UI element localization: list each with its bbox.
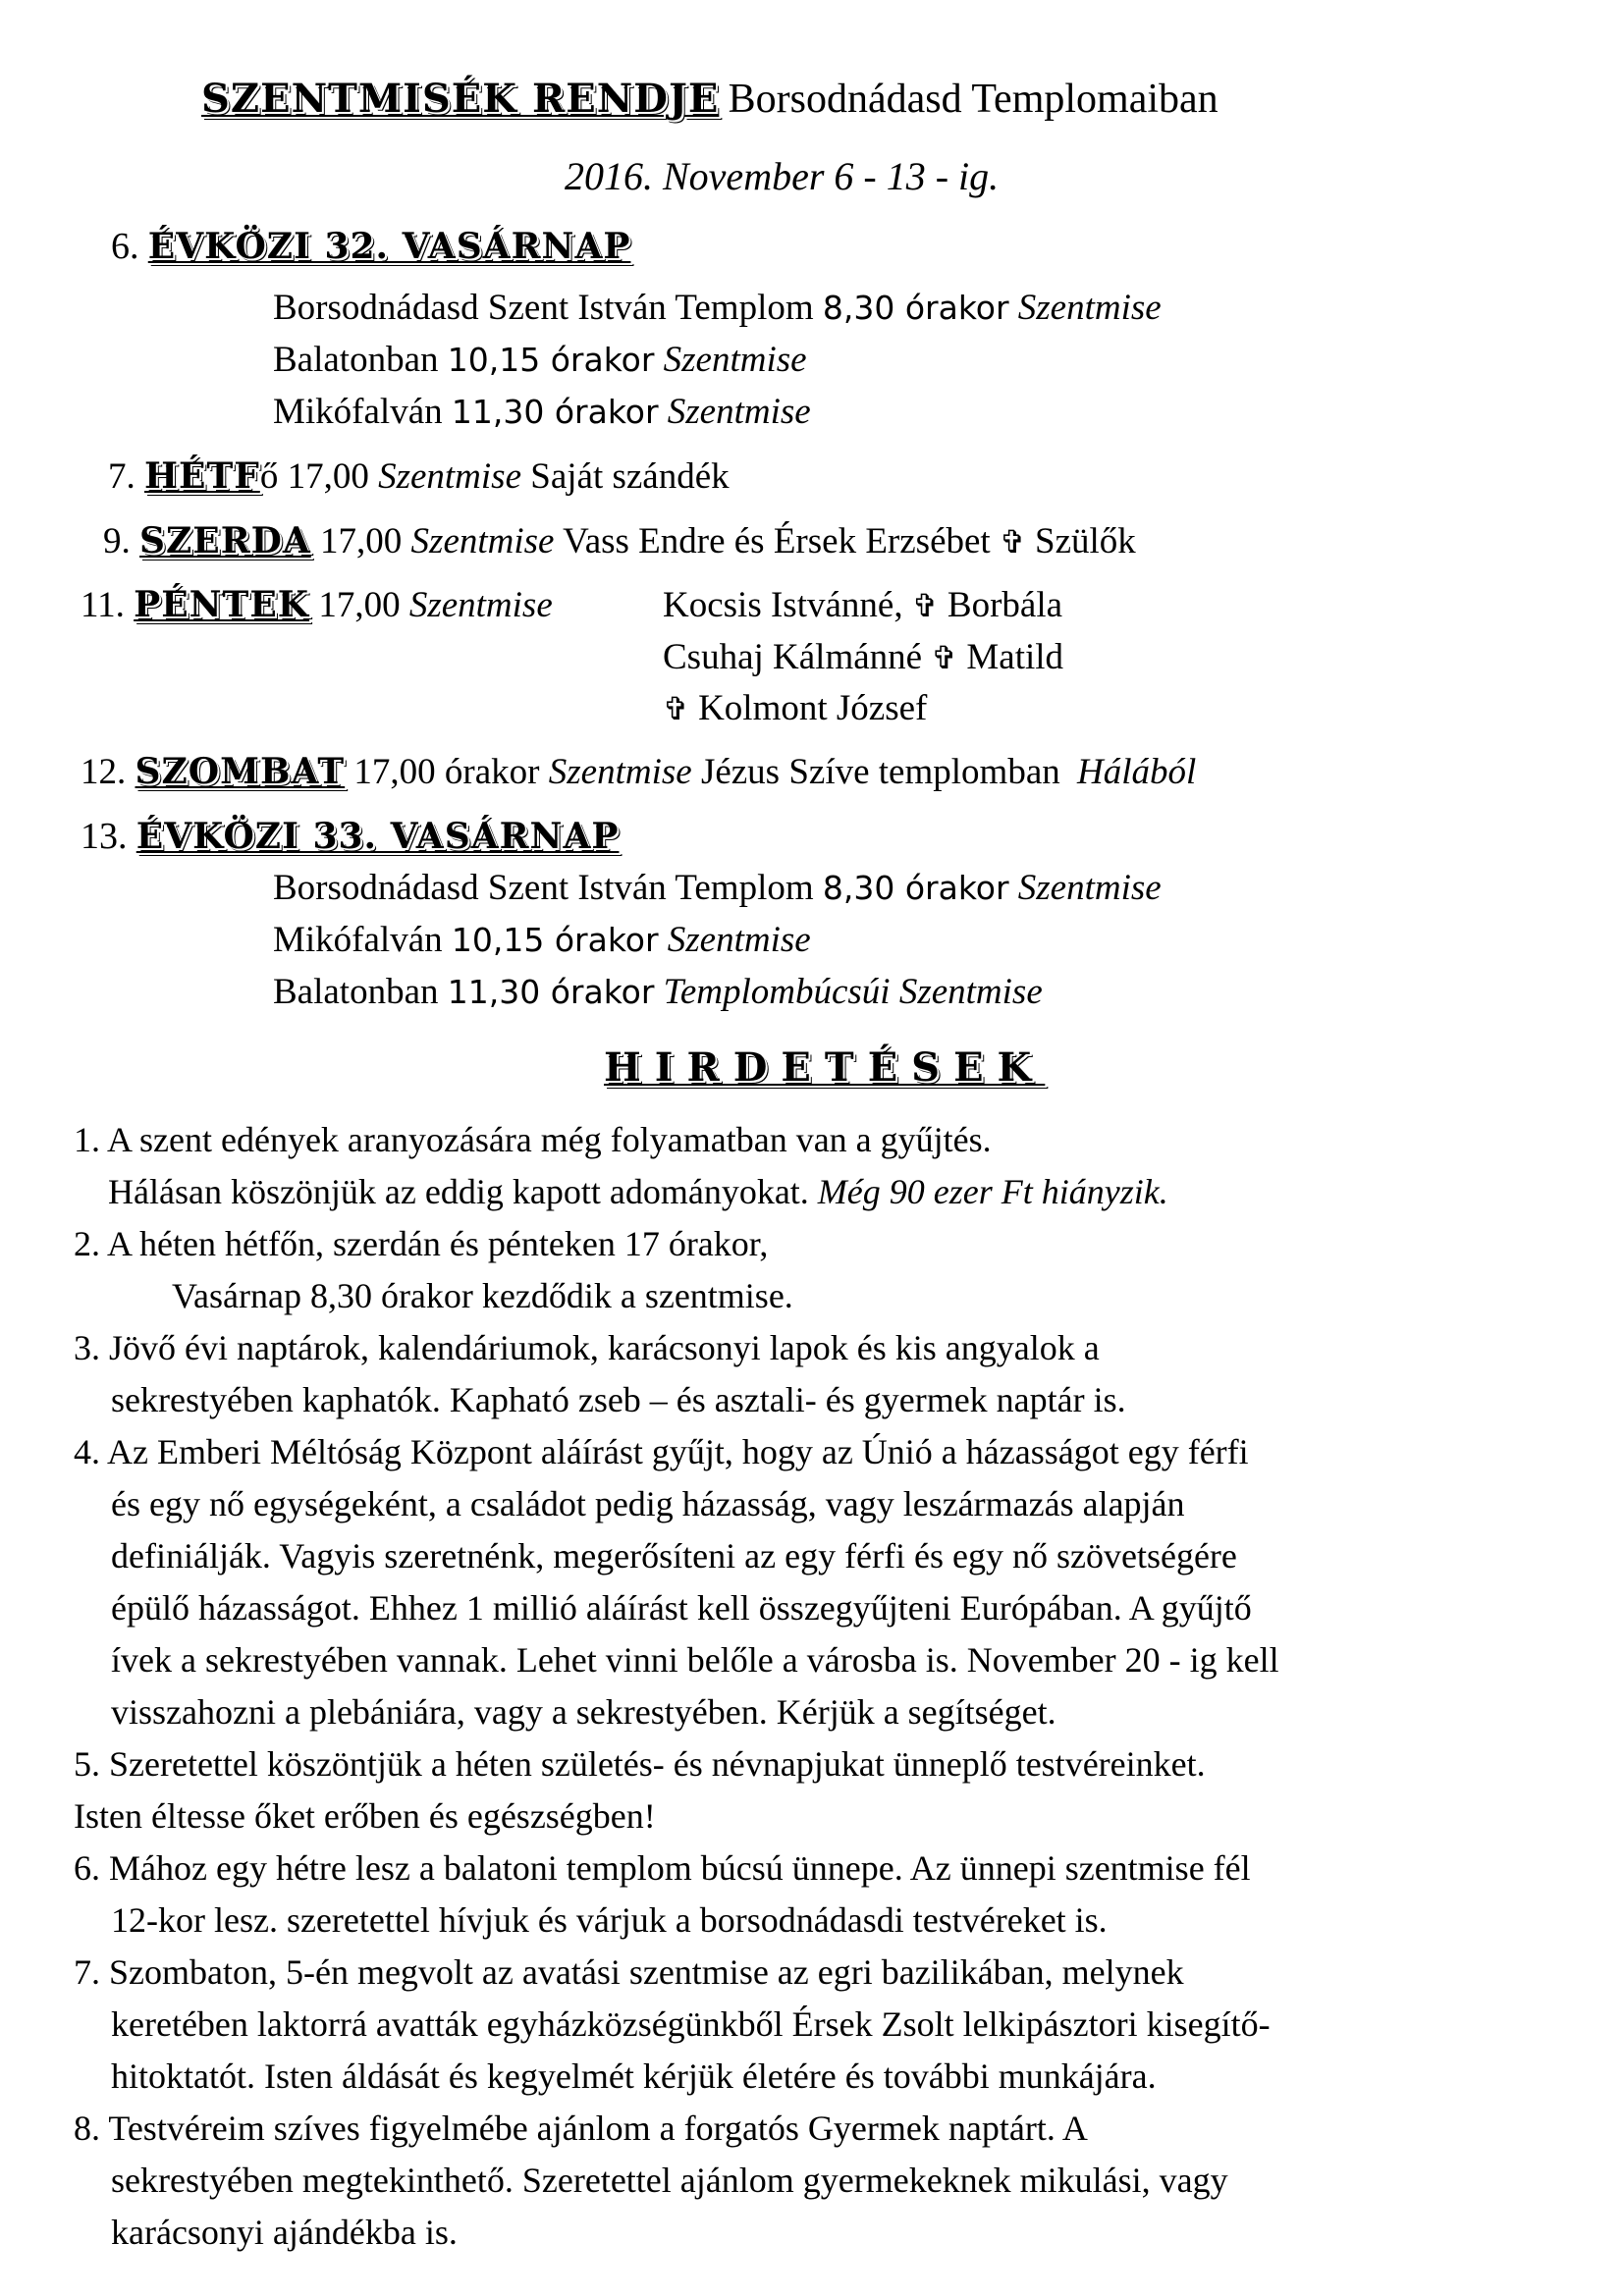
mass-type: Szentmise (548, 752, 692, 792)
announcement-line: definiálják. Vagyis szeretnénk, megerősíteni az egy férfi és egy nő szövetségére (111, 1536, 1237, 1575)
day-number: 9. (103, 521, 131, 561)
mass-type: Szentmise (378, 456, 521, 497)
announcement-line: 12-kor lesz. szeretettel hívjuk és várjuk a borsodnádasdi testvéreket is. (111, 1900, 1108, 1940)
cross-icon: ✞ (931, 639, 958, 676)
mass-time: 11,30 órakor (451, 393, 659, 431)
day-name: SZERDA (139, 520, 311, 561)
date-range: 2016. November 6 - 13 - ig. (565, 154, 1000, 198)
day-entry-11 (81, 584, 553, 625)
mass-intention: Hálából (1077, 752, 1197, 792)
mass-time: 8,30 órakor (822, 869, 1009, 907)
mass-type: Szentmise (667, 920, 811, 960)
day-name: SZOMBAT (135, 751, 346, 792)
announcement-line: sekrestyében megtekinthető. Szeretettel ajánlom gyermekeknek mikulási, vagy (111, 2161, 1228, 2200)
announcement-line: 2. A héten hétfőn, szerdán és pénteken 17 órakor, (74, 1224, 769, 1263)
announcement-line: ívek a sekrestyében vannak. Lehet vinni belőle a városba is. November 20 - ig kell (111, 1640, 1279, 1680)
day-entry-7 (108, 455, 730, 497)
announcement-line: 8. Testvéreim szíves figyelmébe ajánlom a forgatós Gyermek naptárt. A (74, 2109, 1088, 2148)
mass-type: Szentmise (663, 340, 807, 380)
mass-time: 17,00 (320, 521, 403, 561)
announcement-line: 3. Jövő évi naptárok, kalendáriumok, karácsonyi lapok és kis angyalok a (74, 1328, 1100, 1367)
mass-entry (273, 342, 807, 378)
mass-intention (663, 690, 927, 726)
mass-type: Szentmise (1017, 288, 1162, 328)
day-entry-12 (81, 751, 1197, 792)
page-title (201, 76, 1218, 122)
day-heading-6 (111, 228, 630, 265)
announcement-line: keretében laktorrá avatták egyházközségünkből Érsek Zsolt lelkipásztori kisegítő- (111, 2004, 1271, 2044)
mass-place: Borsodnádasd Szent István Templom (273, 288, 814, 328)
announcement-line: karácsonyi ajándékba is. (111, 2213, 458, 2252)
title-rest: Borsodnádasd Templomaiban (728, 77, 1218, 122)
intention-name: Kocsis Istvánné, (663, 585, 903, 625)
mass-entry (273, 290, 1162, 326)
announcement-line: és egy nő egységeként, a családot pedig házasság, vagy leszármazás alapján (111, 1484, 1185, 1523)
announcement-line: épülő házasságot. Ehhez 1 millió aláírást kell összegyűjteni Európában. A gyűjtő (111, 1588, 1252, 1628)
day-name: ÉVKÖZI 32. VASÁRNAP (147, 226, 631, 267)
announcement-line: 6. Mához egy hétre lesz a balatoni templom búcsú ünnepe. Az ünnepi szentmise fél (74, 1848, 1251, 1888)
mass-entry (273, 974, 1043, 1010)
mass-place: Mikófalván (273, 920, 443, 960)
announcement-line: visszahozni a plebániára, vagy a sekrestyében. Kérjük a segítséget. (111, 1692, 1056, 1732)
mass-intention: Vass Endre és Érsek Erzsébet (563, 521, 991, 561)
day-number: 7. (108, 456, 135, 497)
announcement-line: Isten éltesse őket erőben és egészségben! (74, 1796, 656, 1836)
day-number: 13. (81, 816, 128, 857)
day-name-suffix: ő (259, 456, 279, 497)
mass-intention: Saját szándék (530, 456, 730, 497)
mass-time: 11,30 órakor (447, 973, 655, 1011)
mass-time: 17,00 órakor (353, 752, 540, 792)
announcement-line: 7. Szombaton, 5-én megvolt az avatási szentmise az egri bazilikában, melynek (74, 1952, 1184, 1992)
mass-type: Szentmise (410, 521, 555, 561)
intention-name: Borbála (947, 585, 1063, 625)
day-heading-13 (81, 818, 619, 855)
announcement-highlight: Még 90 ezer Ft hiányzik. (817, 1172, 1168, 1211)
day-number: 11. (81, 585, 125, 625)
day-name: PÉNTEK (134, 584, 310, 625)
announcement-line: Vasárnap 8,30 órakor kezdődik a szentmise. (172, 1276, 793, 1315)
cross-icon: ✞ (663, 690, 689, 727)
mass-place: Balatonban (273, 340, 439, 380)
mass-place: Borsodnádasd Szent István Templom (273, 868, 814, 908)
announcement-line: sekrestyében kaphatók. Kapható zseb – és asztali- és gyermek naptár is. (111, 1380, 1126, 1419)
intention-name: Csuhaj Kálmánné (663, 637, 923, 677)
mass-type: Szentmise (667, 392, 811, 432)
mass-intention (663, 587, 1062, 623)
cross-icon: ✞ (911, 587, 939, 624)
day-number: 12. (81, 752, 127, 792)
mass-time: 17,00 (287, 456, 369, 497)
mass-entry (273, 922, 811, 958)
day-name: ÉVKÖZI 33. VASÁRNAP (135, 816, 620, 857)
mass-place: Mikófalván (273, 392, 443, 432)
mass-type: Szentmise (1017, 868, 1162, 908)
announcement-line: hitoktatót. Isten áldását és kegyelmét kérjük életére és további munkájára. (111, 2056, 1157, 2096)
mass-type: Szentmise (408, 585, 553, 625)
announcements-heading: HIRDETÉSEK (604, 1044, 1046, 1091)
mass-time: 10,15 órakor (447, 341, 655, 379)
mass-entry (273, 870, 1162, 906)
mass-intention: Szülők (1035, 521, 1136, 561)
day-name: HÉTF (144, 455, 260, 497)
mass-place: Balatonban (273, 972, 439, 1012)
announcement-text: Hálásan köszönjük az eddig kapott adományokat. (108, 1172, 809, 1211)
announcement-line (108, 1174, 1168, 1209)
announcement-line: 5. Szeretettel köszöntjük a héten születés- és névnapjukat ünneplő testvéreinket. (74, 1744, 1206, 1784)
cross-icon: ✞ (999, 523, 1026, 561)
mass-time: 17,00 (318, 585, 401, 625)
announcement-line: 1. A szent edények aranyozására még folyamatban van a gyűjtés. (74, 1120, 992, 1159)
mass-place: Jézus Szíve templomban (700, 752, 1060, 792)
mass-time: 8,30 órakor (822, 289, 1009, 327)
mass-type: Templombúcsúi Szentmise (663, 972, 1043, 1012)
announcement-line: 4. Az Emberi Méltóság Központ aláírást gyűjt, hogy az Únió a házasságot egy férfi (74, 1432, 1249, 1471)
mass-time: 10,15 órakor (451, 921, 659, 959)
intention-name: Matild (966, 637, 1064, 677)
mass-entry (273, 394, 811, 430)
intention-name: Kolmont József (698, 688, 928, 728)
day-entry-9 (103, 520, 1136, 561)
title-decorative: SZENTMISÉK RENDJE (201, 76, 720, 122)
day-number: 6. (111, 226, 139, 267)
mass-intention (663, 639, 1063, 675)
